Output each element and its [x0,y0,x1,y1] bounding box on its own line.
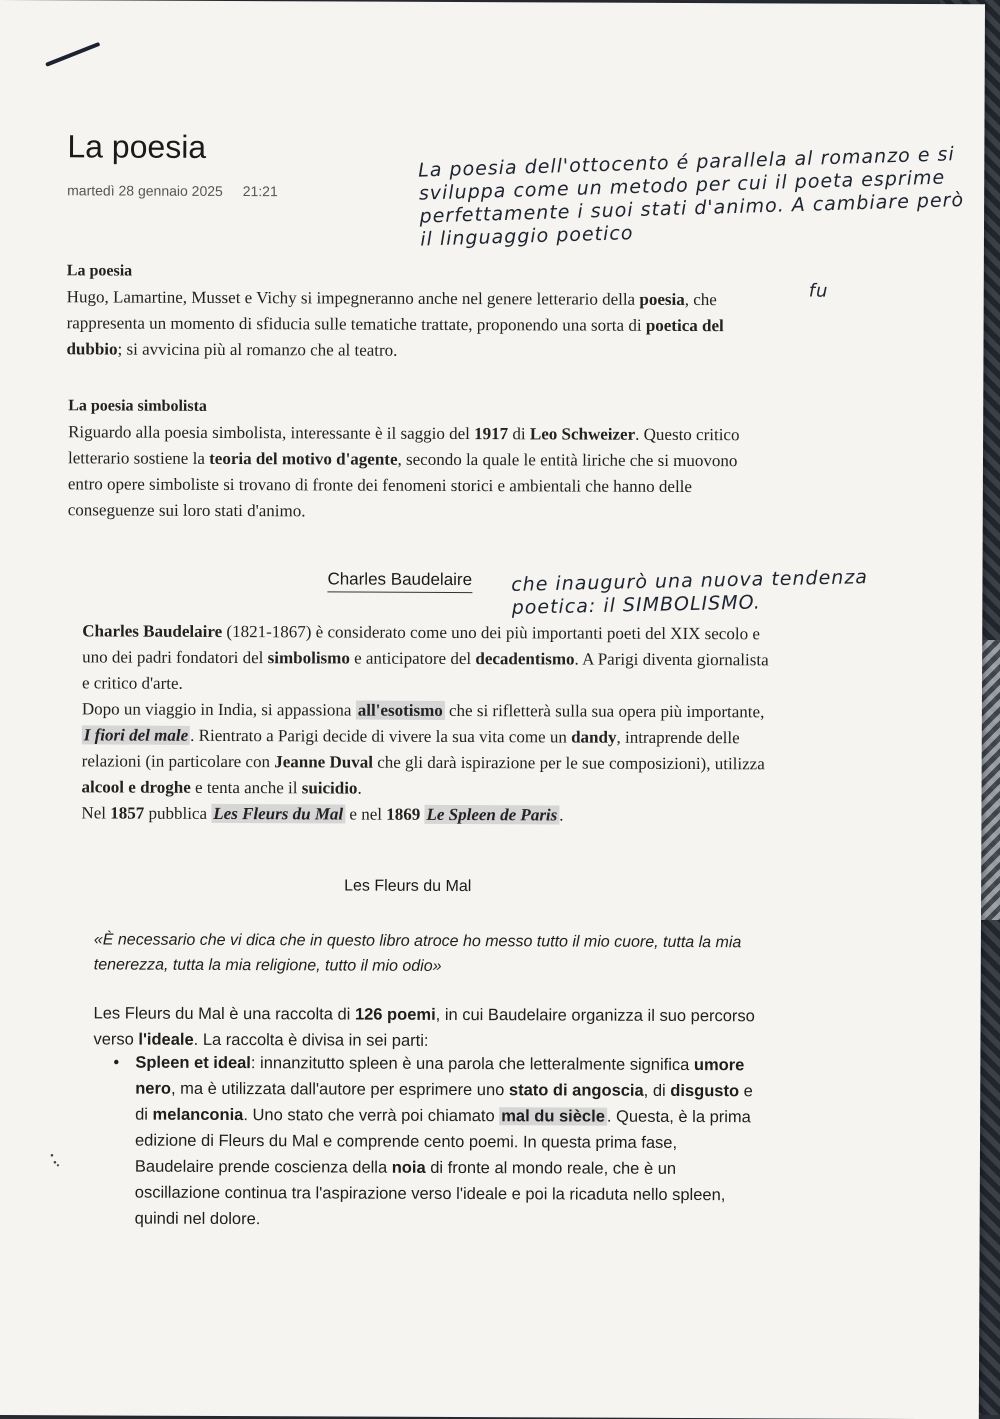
list-item-spleen-et-ideal [107,1049,758,1234]
page-date [67,182,278,199]
section-poesia-simbolista [68,393,769,526]
section-paragraph: Riguardo alla poesia simbolista, interessante è il saggio del 1917 di Leo Schweizer. Questo critico letterario sostiene la teoria del motivo d'agente, secondo la quale le entità liriche che si muovono entro opere simboliste si trovano di fronte dei fenomeni storici e ambientali che hanno delle conseguenze sui loro stati d'animo. [67,422,740,521]
section-paragraph: Hugo, Lamartine, Musset e Vichy si impegneranno anche nel genere letterario della poesia, che rappresenta un momento di sfiducia sulle tematiche trattate, proponendo una sorta di poetica del dubbio; si avvicina più al romanzo che al teatro. [66,287,724,360]
bio-paragraph: Nel 1857 pubblica Les Fleurs du Mal e nel 1869 Le Spleen de Paris . [81,803,564,825]
date-time: 21:21 [242,183,278,200]
date-day: martedì 28 gennaio 2025 [67,182,223,199]
fleurs-paragraph: Les Fleurs du Mal è una raccolta di 126 poemi, in cui Baudelaire organizza il suo percorso verso l'ideale. La raccolta è divisa in sei parti: [93,1004,755,1050]
pen-stroke-mark [44,40,104,70]
pen-dot-mark [47,1150,61,1170]
section-heading: La poesia simbolista [68,397,207,415]
section-heading: La poesia [66,262,133,280]
baudelaire-quote: «È necessario che vi dica che in questo libro atroce ho messo tutto il mio cuore, tutta la mia tenerezza, tutta la mia religione, tutto il mio odio» [93,931,742,975]
handwritten-note-fu: fu [808,280,829,302]
section-baudelaire-bio [81,618,772,829]
section-la-poesia [66,258,766,365]
bio-paragraph: Charles Baudelaire (1821-1867) è considerato come uno dei più importanti poeti del XIX secolo e uno dei padri fondatori del simbolismo e anticipatore del decadentismo. A Parigi diventa giornalista e critico d'arte. [81,621,769,693]
handwritten-note-simbolismo: che inaugurò una nuova tendenza poetica: il SIMBOLISMO. [510,566,869,619]
fleurs-heading: Les Fleurs du Mal [344,877,472,896]
bullet-text: Spleen et ideal: innanzitutto spleen è una parola che letteralmente significa umore nero, ma è utilizzata dall'autore per esprimere uno stato di angoscia, di disgusto e di melanconia. Uno stato che verrà poi chiamato mal du siècle . Questa, è la prima edizione di Fleurs du Mal e comprende cento poemi. In questa prima fase, Baudelaire prende coscienza della noia di fronte al mondo reale, che è un oscillazione continua tra l'aspirazione verso l'ideale e poi la ricaduta nello spleen, quindi nel dolore. [134,1053,753,1229]
page-title: La poesia [67,128,207,165]
bio-paragraph: Dopo un viaggio in India, si appassiona all'esotismo che si rifletterà sulla sua opera più importante, I fiori del male . Rientrato a Parigi decide di vivere la sua vita come un dandy, intraprende delle relazioni (in particolare con Jeanne Duval che gli darà ispirazione per le sue composizioni), utilizza alcool e droghe e tenta anche il suicidio. [81,699,765,798]
handwritten-note-top: La poesia dell'ottocento é parallela al romanzo e si sviluppa come un metodo per cui il poeta esprime perfettamente i suoi stati d'animo. A cambiare però il linguaggio poetico [417,143,965,251]
baudelaire-heading: Charles Baudelaire [327,569,472,593]
bullet-icon: • [113,1053,120,1072]
